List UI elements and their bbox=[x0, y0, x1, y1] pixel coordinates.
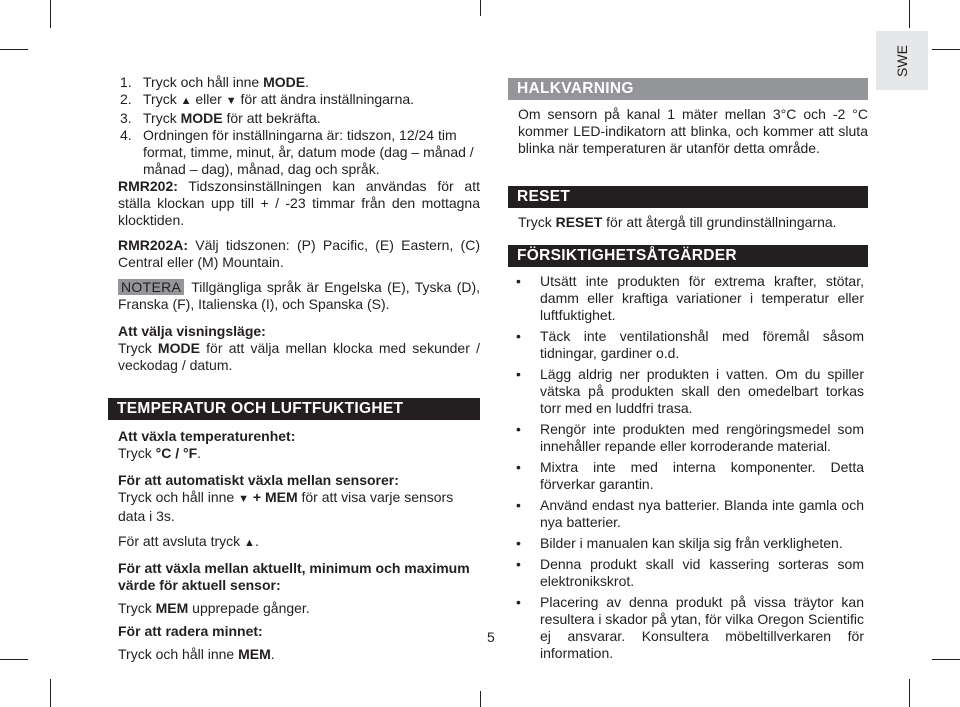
stop-scan-text: För att avsluta tryck ▲. bbox=[118, 533, 259, 549]
down-arrow-icon: ▼ bbox=[225, 95, 237, 107]
minmax-text: Tryck MEM upprepade gånger. bbox=[118, 600, 310, 616]
precautions-list bbox=[508, 273, 868, 662]
auto-scan-heading: För att automatiskt växla mellan sensorer: bbox=[118, 472, 399, 488]
frost-warning-text: Om sensorn på kanal 1 mäter mellan 3°C och -2 °C kommer LED-indikatorn att blinka, och kommer att sluta blinka när temperaturen är utanför detta område. bbox=[518, 106, 868, 156]
crop-mark bbox=[50, 0, 51, 28]
list-item: • Bilder i manualen kan skilja sig från verkligheten. bbox=[516, 535, 843, 551]
frost-warning-header: HALKVARNING bbox=[508, 78, 868, 100]
crop-mark bbox=[480, 691, 481, 707]
list-item: 4. Ordningen för inställningarna är: tidszon, 12/24 tim format, timme, minut, år, datum mode (dag – månad / månad – dag), månad, dag och språk. bbox=[120, 127, 474, 177]
setup-steps bbox=[108, 74, 480, 178]
note-paragraph: NOTERA Tillgängliga språk är Engelska (E), Tyska (D), Franska (F), Italienska (I), och Spanska (S). bbox=[118, 279, 480, 312]
precautions-header: FÖRSIKTIGHETSÅTGÄRDER bbox=[508, 245, 868, 267]
note-label: NOTERA bbox=[118, 279, 184, 295]
list-item: 3. Tryck MODE för att bekräfta. bbox=[120, 110, 321, 126]
list-item: • Mixtra inte med interna komponenter. Detta förverkar garantin. bbox=[516, 459, 864, 492]
up-arrow-icon: ▲ bbox=[244, 537, 255, 549]
display-mode-text: Tryck MODE för att välja mellan klocka med sekunder / veckodag / datum. bbox=[118, 340, 480, 373]
auto-scan-text: Tryck och håll inne ▼ + MEM för att visa varje sensors data i 3s. bbox=[118, 489, 454, 524]
language-tab-label: SWE bbox=[894, 44, 910, 77]
reset-text: Tryck RESET för att återgå till grundinställningarna. bbox=[518, 214, 837, 230]
unit-heading: Att växla temperaturenhet: bbox=[118, 428, 296, 444]
crop-mark bbox=[932, 659, 960, 660]
crop-mark bbox=[0, 659, 28, 660]
list-item: • Lägg aldrig ner produkten i vatten. Om du spiller vätska på produkten skall den omedelbart torkas torr med en luddfri trasa. bbox=[516, 366, 864, 416]
minmax-heading: För att växla mellan aktuellt, minimum och maximum värde för aktuell sensor: bbox=[118, 560, 470, 593]
rmr202a-paragraph: RMR202A: Välj tidszonen: (P) Pacific, (E) Eastern, (C) Central eller (M) Mountain. bbox=[118, 237, 480, 270]
down-arrow-icon: ▼ bbox=[238, 493, 249, 505]
list-item: 1. Tryck och håll inne MODE. bbox=[120, 74, 309, 90]
list-item: • Täck inte ventilationshål med föremål såsom tidningar, gardiner o.d. bbox=[516, 328, 864, 361]
clear-memory-text: Tryck och håll inne MEM. bbox=[118, 646, 275, 662]
display-mode-heading: Att välja visningsläge: bbox=[118, 323, 266, 339]
list-item: • Utsätt inte produkten för extrema krafter, stötar, damm eller kraftiga variationer i temperatur eller luftfuktighet. bbox=[516, 273, 864, 323]
unit-text: Tryck °C / °F. bbox=[118, 445, 202, 461]
right-column bbox=[508, 78, 868, 662]
language-tab bbox=[876, 31, 928, 90]
left-column bbox=[108, 74, 480, 663]
crop-mark bbox=[932, 49, 960, 50]
clear-memory-heading: För att radera minnet: bbox=[118, 623, 263, 639]
list-item: • Placering av denna produkt på vissa träytor kan resultera i skador på ytan, för vilka Oregon Scientific ej ansvarar. Konsultera möbeltillverkaren för information. bbox=[516, 594, 864, 661]
list-item: 2. Tryck ▲ eller ▼ för att ändra inställningarna. bbox=[120, 91, 415, 107]
reset-header: RESET bbox=[508, 186, 868, 208]
crop-mark bbox=[909, 679, 910, 707]
crop-mark bbox=[0, 49, 28, 50]
crop-mark bbox=[50, 679, 51, 707]
rmr202-paragraph: RMR202: Tidszonsinställningen kan användas för att ställa klockan upp till + / -23 timmar från den mottagna klocktiden. bbox=[118, 178, 480, 228]
list-item: • Rengör inte produkten med rengöringsmedel som innehåller repande eller korroderande material. bbox=[516, 421, 864, 454]
up-arrow-icon: ▲ bbox=[180, 95, 192, 107]
temperature-humidity-header: TEMPERATUR OCH LUFTFUKTIGHET bbox=[108, 398, 480, 420]
crop-mark bbox=[909, 0, 910, 28]
list-item: • Använd endast nya batterier. Blanda inte gamla och nya batterier. bbox=[516, 497, 864, 530]
page-number: 5 bbox=[487, 629, 495, 645]
crop-mark bbox=[480, 0, 481, 16]
list-item: • Denna produkt skall vid kassering sorteras som elektronikskrot. bbox=[516, 556, 864, 589]
